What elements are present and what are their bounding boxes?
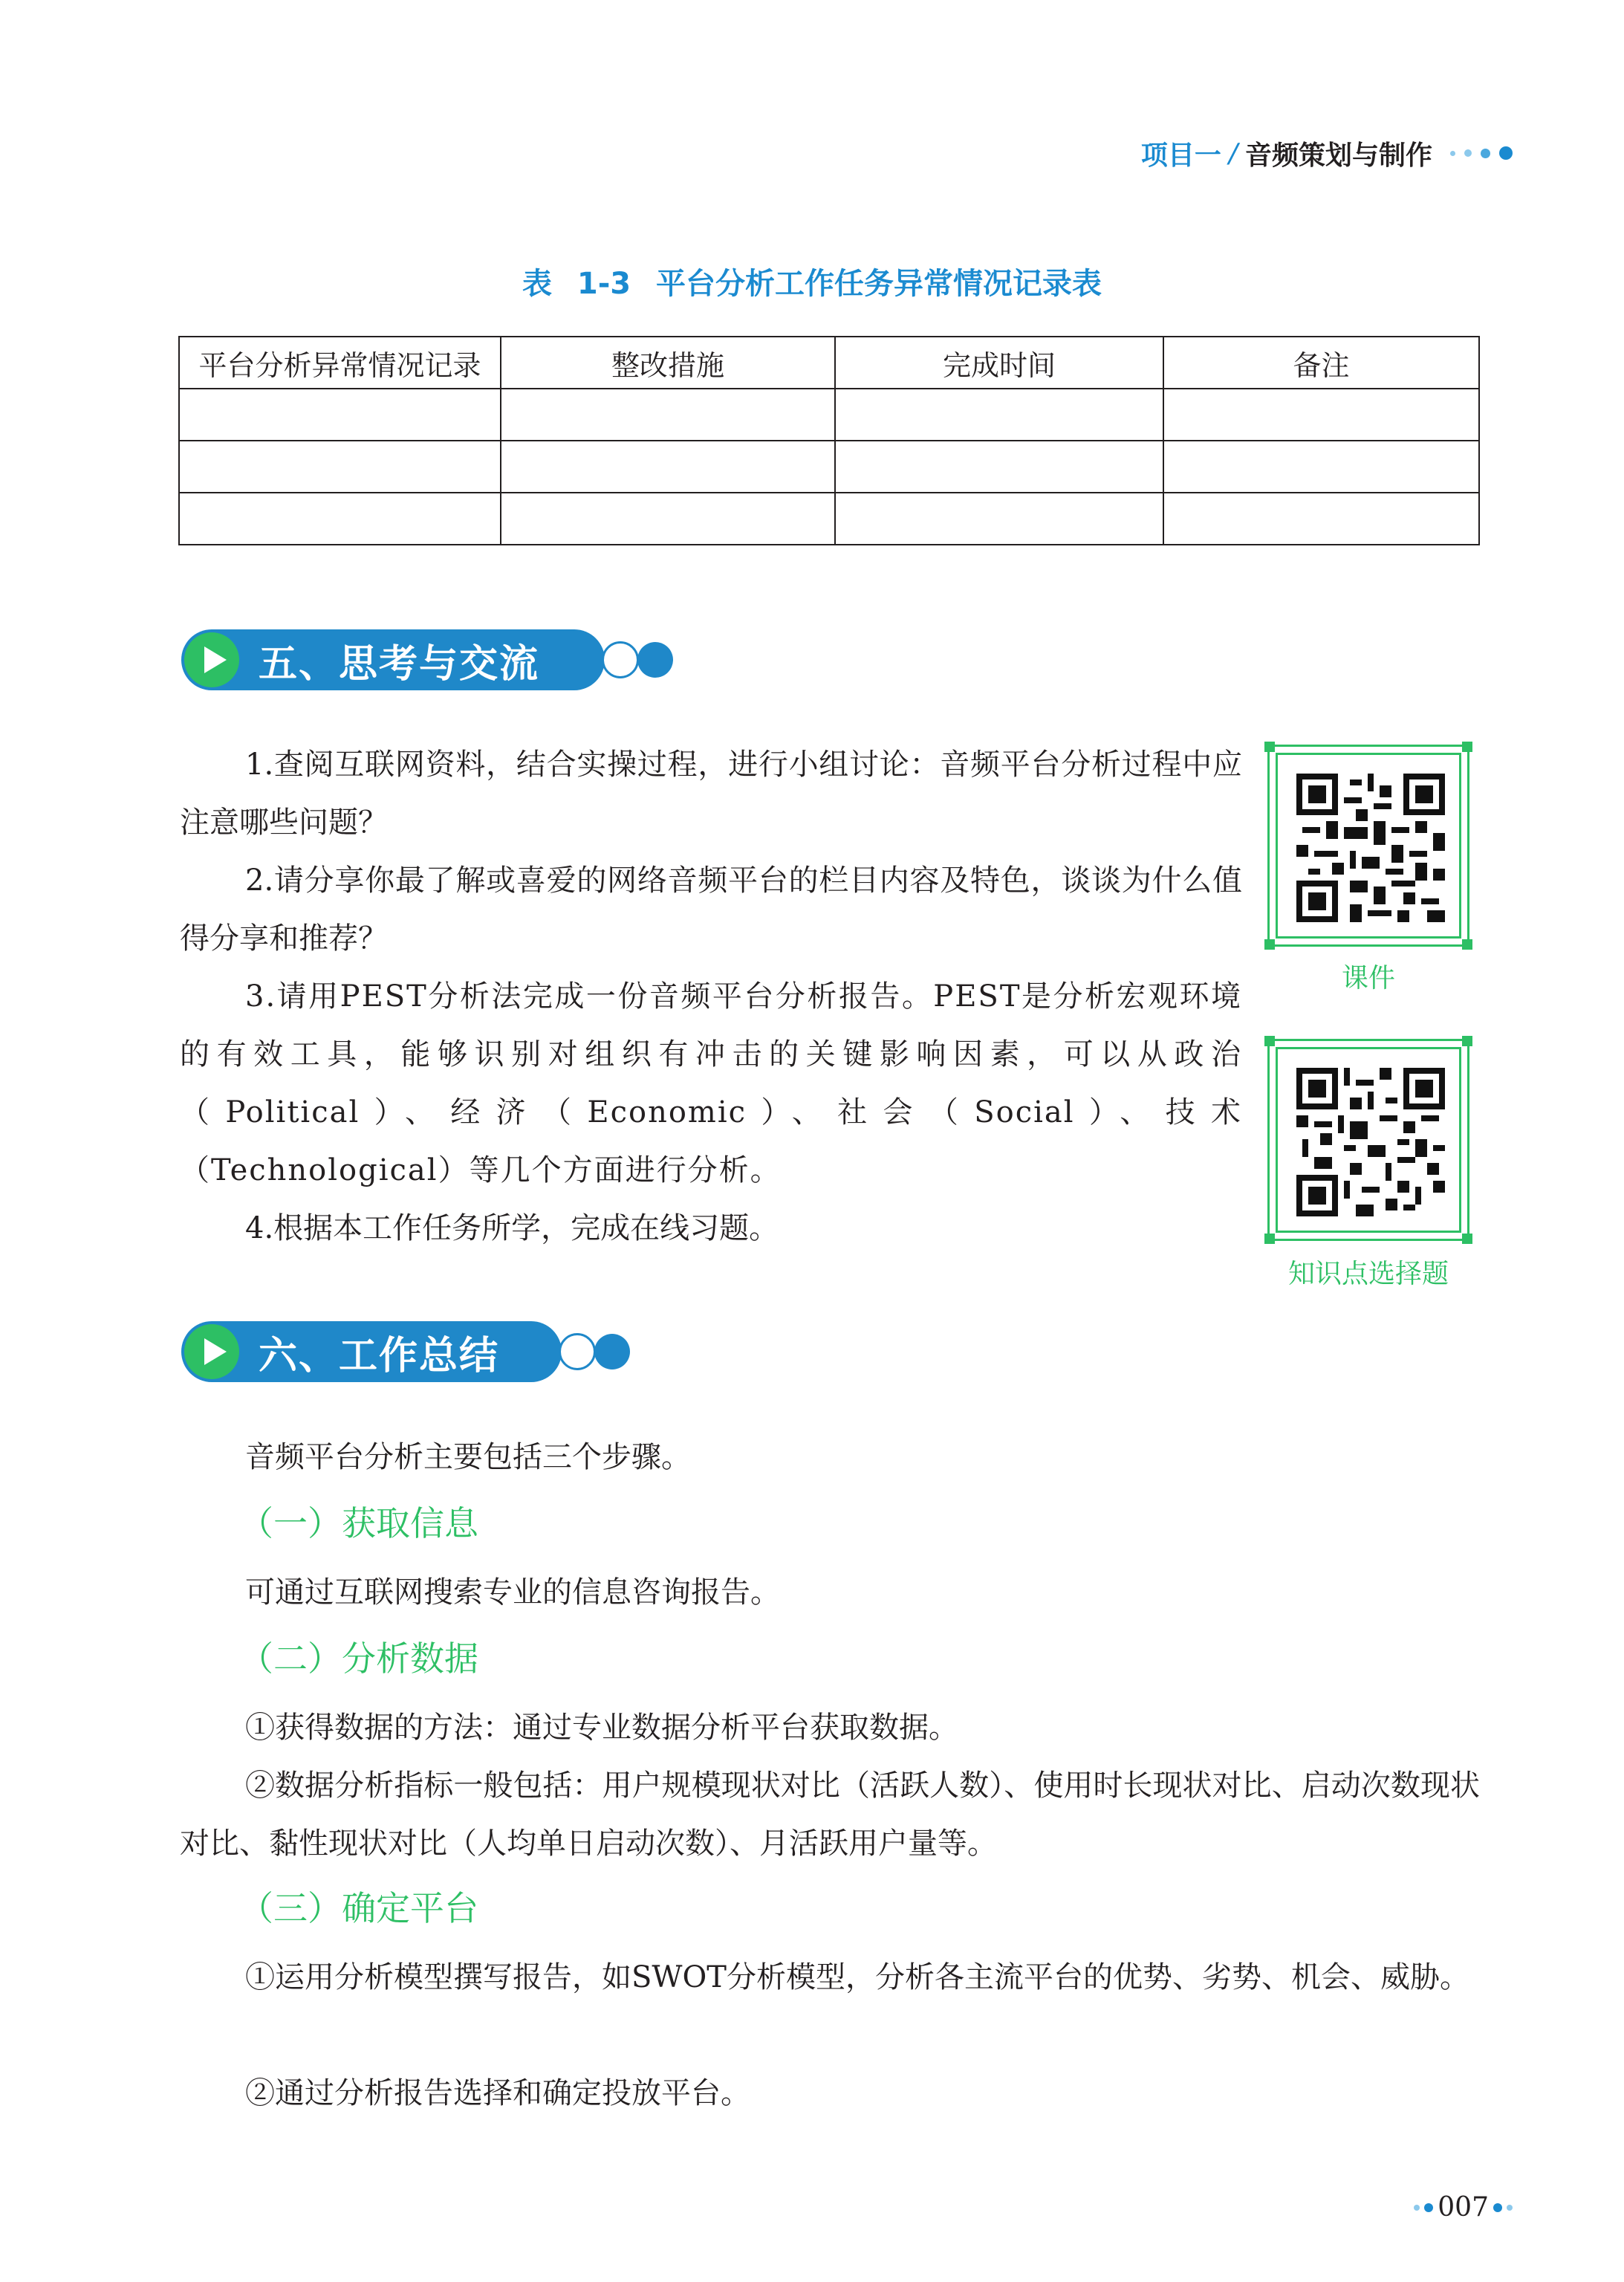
section-6-heading — [181, 1321, 642, 1382]
header-slash: / — [1228, 137, 1238, 169]
table-cell — [501, 441, 835, 493]
frame-corner — [1264, 1036, 1275, 1046]
table-cell — [501, 389, 835, 441]
section-5-pill — [181, 629, 605, 690]
step-3-text-2: ②通过分析报告选择和确定投放平台。 — [245, 2076, 750, 2110]
step-2-heading: （二）分析数据 — [239, 1638, 478, 1679]
qr-code-icon — [1296, 1068, 1445, 1216]
section-6-pill — [181, 1321, 562, 1382]
table-cell — [835, 441, 1163, 493]
table-cell — [179, 389, 501, 441]
header-project: 项目一 — [1140, 140, 1221, 171]
step-3-heading: （三）确定平台 — [239, 1888, 478, 1928]
ring-icon — [602, 641, 639, 678]
dot-icon — [594, 1334, 630, 1369]
quiz-qr-caption: 知识点选择题 — [1287, 1259, 1449, 1289]
section-6-title: 六、工作总结 — [259, 1333, 500, 1378]
frame-corner — [1462, 742, 1472, 752]
section-5-heading — [181, 629, 686, 690]
table-header-cell: 整改措施 — [501, 337, 835, 389]
discussion-item-2: 2.请分享你最了解或喜爱的网络音频平台的栏目内容及特色，谈谈为什么值得分享和推荐？ — [180, 863, 1242, 956]
table-cell — [1163, 493, 1479, 545]
frame-corner — [1264, 742, 1275, 752]
header-dots-icon — [1450, 146, 1513, 160]
discussion-item-4: 4.根据本工作任务所学，完成在线习题。 — [245, 1211, 779, 1245]
discussion-item-3: 3.请用PEST分析法完成一份音频平台分析报告。PEST是分析宏观环境的有效工具，能够识别对组织有冲击的关键影响因素，可以从政治（Political）、经济（Economic）、社会（Social）、技术（Technological）等几个方面进行分析。 — [180, 979, 1242, 1187]
discussion-item-1: 1.查阅互联网资料，结合实操过程，进行小组讨论：音频平台分析过程中应注意哪些问题？ — [180, 748, 1242, 840]
frame-corner — [1462, 1234, 1472, 1244]
courseware-qr-caption: 课件 — [1341, 963, 1395, 993]
frame-corner — [1264, 939, 1275, 950]
table-cell — [1163, 389, 1479, 441]
table-header-row — [179, 337, 1479, 389]
summary-intro: 音频平台分析主要包括三个步骤。 — [245, 1440, 691, 1474]
table-cell — [179, 441, 501, 493]
step-1-text: 可通过互联网搜索专业的信息咨询报告。 — [245, 1575, 780, 1610]
step-2-text-1: ①获得数据的方法：通过专业数据分析平台获取数据。 — [245, 1711, 958, 1745]
table-row — [179, 389, 1479, 441]
page-dot-icon — [1493, 2203, 1502, 2212]
page-number-text: 007 — [1438, 2192, 1489, 2223]
table-header-cell: 完成时间 — [835, 337, 1163, 389]
frame-corner — [1264, 1234, 1275, 1244]
quiz-qr[interactable] — [1267, 1039, 1469, 1241]
table-cell — [501, 493, 835, 545]
table-row — [179, 441, 1479, 493]
ring-icon — [559, 1333, 596, 1370]
page-dot-icon — [1424, 2203, 1433, 2212]
dot-icon — [637, 642, 673, 678]
step-2-text-2: ②数据分析指标一般包括：用户规模现状对比（活跃人数）、使用时长现状对比、启动次数现状对比、黏性现状对比（人均单日启动次数）、月活跃用户量等。 — [180, 1769, 1480, 1861]
step-3-text-1: ①运用分析模型撰写报告，如SWOT分析模型，分析各主流平台的优势、劣势、机会、威胁。 — [245, 1960, 1469, 1994]
running-header — [1141, 131, 1513, 175]
table-header-cell: 平台分析异常情况记录 — [179, 337, 501, 389]
page-number — [1414, 2192, 1513, 2223]
section-5-title: 五、思考与交流 — [259, 641, 540, 687]
step-1-heading: （一）获取信息 — [239, 1503, 478, 1543]
frame-corner — [1462, 1036, 1472, 1046]
table-cell — [835, 389, 1163, 441]
table-cell — [179, 493, 501, 545]
table-caption: 表 1-3 平台分析工作任务异常情况记录表 — [522, 267, 1102, 301]
play-icon — [184, 1324, 239, 1379]
record-table — [178, 336, 1480, 545]
header-title: 音频策划与制作 — [1244, 140, 1432, 171]
table-row — [179, 493, 1479, 545]
page-dot-icon — [1507, 2205, 1513, 2211]
table-cell — [835, 493, 1163, 545]
table-header-cell: 备注 — [1163, 337, 1479, 389]
page-dot-icon — [1414, 2205, 1420, 2211]
play-icon — [184, 632, 239, 687]
table-cell — [1163, 441, 1479, 493]
frame-corner — [1462, 939, 1472, 950]
qr-code-icon — [1296, 774, 1445, 922]
courseware-qr[interactable] — [1267, 745, 1469, 947]
